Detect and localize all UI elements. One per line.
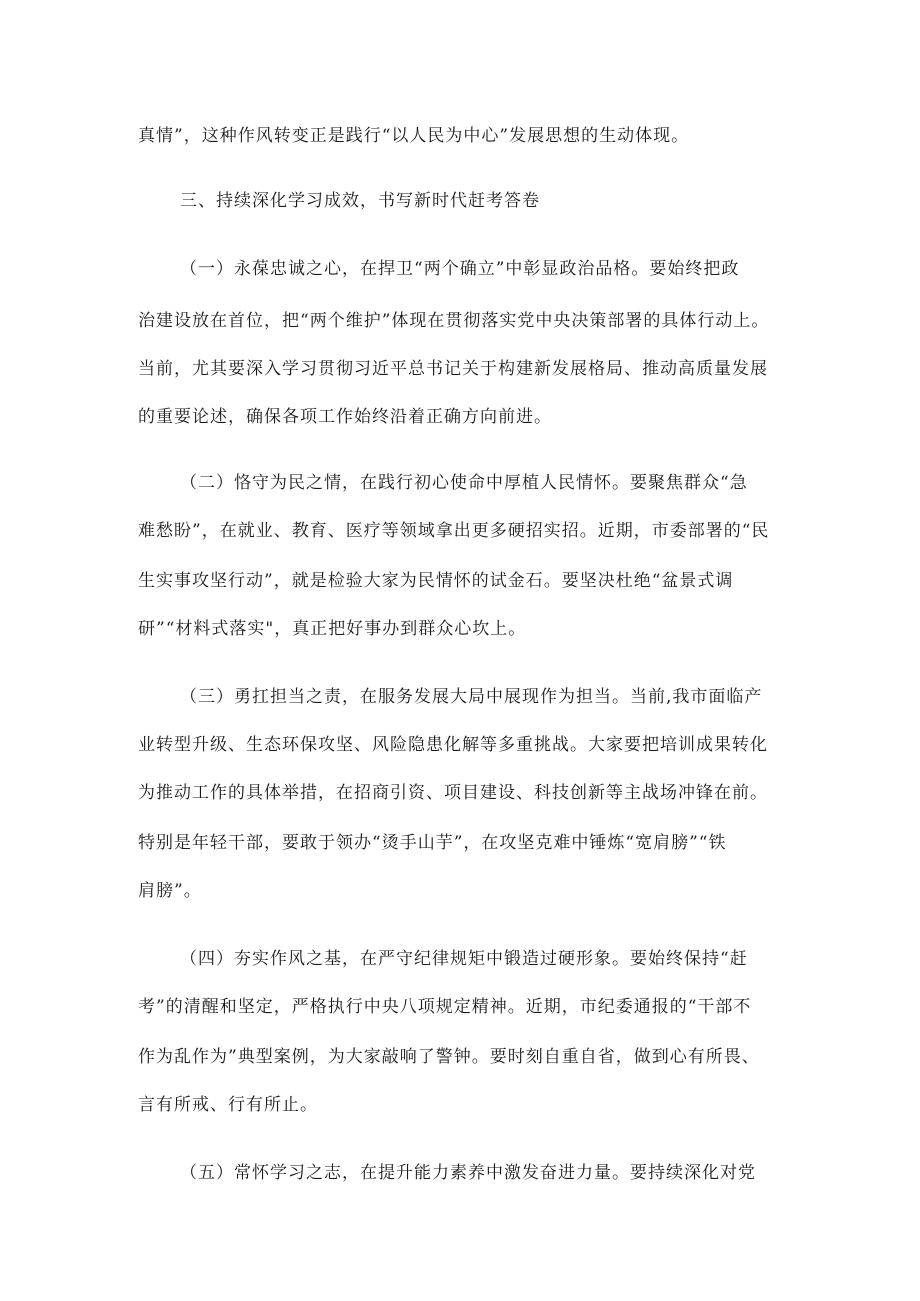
paragraph-line: 真情”，这种作风转变正是践行“以人民为中心”发展思想的生动体现。 [138, 126, 690, 146]
paragraph-line: （五）常怀学习之志，在提升能力素养中激发奋进力量。要持续深化对党 [180, 1163, 756, 1183]
paragraph-line: 考”的清醒和坚定，严格执行中央八项规定精神。近期，市纪委通报的“干部不 [138, 997, 752, 1017]
paragraph-line: 难愁盼”，在就业、教育、医疗等领域拿出更多硬招实招。近期，市委部署的“民 [138, 521, 770, 541]
paragraph-line: （三）勇扛担当之责，在服务发展大局中展现作为担当。当前,我市面临产 [180, 687, 763, 707]
paragraph-line: 治建设放在首位，把“两个维护”体现在贯彻落实党中央决策部署的具体行动上。 [138, 311, 770, 331]
paragraph-line: （一）永葆忠诚之心，在捍卫“两个确立”中彰显政治品格。要始终把政 [180, 259, 740, 279]
paragraph-line: 研”“材料式落实"，真正把好事办到群众心坎上。 [138, 619, 527, 639]
paragraph-line: （二）恪守为民之情，在践行初心使命中厚植人民情怀。要聚焦群众“急 [180, 473, 748, 493]
section-heading: 三、持续深化学习成效，书写新时代赶考答卷 [180, 191, 540, 211]
paragraph-line: 生实事攻坚行动”，就是检验大家为民情怀的试金石。要坚决杜绝“盆景式调 [138, 571, 734, 591]
paragraph-line: 当前，尤其要深入学习贯彻习近平总书记关于构建新发展格局、推动高质量发展 [138, 359, 768, 379]
paragraph-line: 的重要论述，确保各项工作始终沿着正确方向前进。 [138, 407, 552, 427]
paragraph-line: 业转型升级、生态环保攻坚、风险隐患化解等多重挑战。大家要把培训成果转化 [138, 735, 768, 755]
paragraph-line: （四）夯实作风之基，在严守纪律规矩中锻造过硬形象。要始终保持“赶 [180, 949, 748, 969]
paragraph-line: 言有所戒、行有所止。 [138, 1095, 318, 1115]
paragraph-line: 肩膀”。 [138, 881, 202, 901]
paragraph-line: 作为乱作为”典型案例，为大家敲响了警钟。要时刻自重自省，做到心有所畏、 [138, 1047, 760, 1067]
paragraph-line: 为推动工作的具体举措，在招商引资、项目建设、科技创新等主战场冲锋在前。 [138, 783, 768, 803]
paragraph-line: 特别是年轻干部，要敢于领办“烫手山芋”，在攻坚克难中锤炼“宽肩膀”“铁 [138, 833, 727, 853]
